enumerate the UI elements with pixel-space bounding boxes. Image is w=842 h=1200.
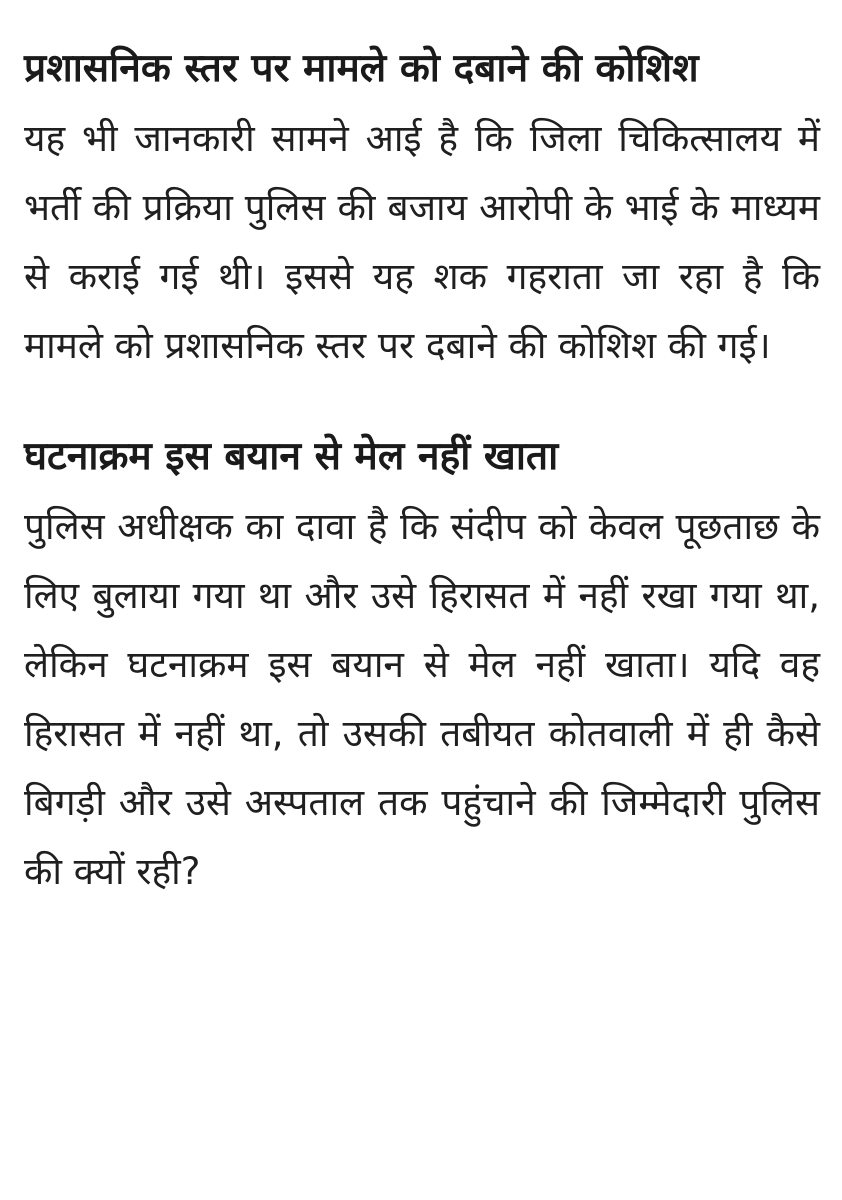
section-paragraph: पुलिस अधीक्षक का दावा है कि संदीप को केवल पूछताछ के लिए बुलाया गया था और उसे हिरासत में नहीं रखा गया था, लेकिन घटनाक्रम इस बयान से मेल नहीं खाता। यदि वह हिरासत में नहीं था, तो उसकी तबीयत कोतवाली में ही कैसे बिगड़ी और उसे अस्पताल तक पहुंचाने की जिम्मेदारी पुलिस की क्यों रही? [24, 505, 820, 893]
section-sequence-mismatch [24, 422, 820, 906]
section-heading: प्रशासनिक स्तर पर मामले को दबाने की कोशिश [24, 46, 699, 91]
section-paragraph: यह भी जानकारी सामने आई है कि जिला चिकित्सालय में भर्ती की प्रक्रिया पुलिस की बजाय आरोपी के भाई के माध्यम से कराई गई थी। इससे यह शक गहराता जा रहा है कि मामले को प्रशासनिक स्तर पर दबाने की कोशिश की गई। [24, 117, 820, 367]
section-administrative-cover-up [24, 34, 820, 380]
section-heading: घटनाक्रम इस बयान से मेल नहीं खाता [24, 434, 559, 479]
article-body [24, 34, 820, 906]
